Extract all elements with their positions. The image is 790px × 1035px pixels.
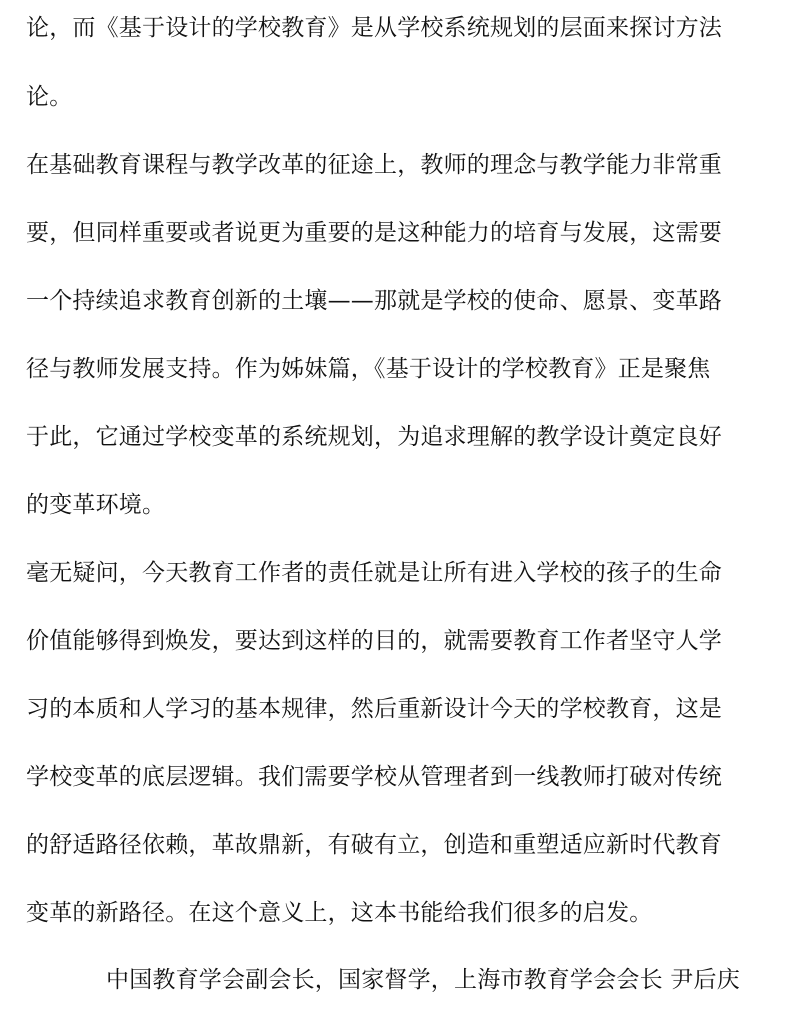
text-line: 的舒适路径依赖，革故鼎新，有破有立，创造和重塑适应新时代教育	[26, 832, 722, 858]
text-line: 于此，它通过学校变革的系统规划，为追求理解的教学设计奠定良好	[26, 424, 722, 450]
text-line: 要，但同样重要或者说更为重要的是这种能力的培育与发展，这需要	[26, 220, 722, 246]
text-line: 毫无疑问，今天教育工作者的责任就是让所有进入学校的孩子的生命	[26, 560, 722, 586]
text-line: 变革的新路径。在这个意义上，这本书能给我们很多的启发。	[26, 900, 653, 926]
text-line: 一个持续追求教育创新的土壤——那就是学校的使命、愿景、变革路	[26, 288, 722, 314]
text-line: 习的本质和人学习的基本规律，然后重新设计今天的学校教育，这是	[26, 696, 722, 722]
text-line: 的变革环境。	[26, 492, 166, 518]
text-line: 学校变革的底层逻辑。我们需要学校从管理者到一线教师打破对传统	[26, 764, 722, 790]
text-line: 在基础教育课程与教学改革的征途上，教师的理念与教学能力非常重	[26, 152, 722, 178]
text-line: 价值能够得到焕发，要达到这样的目的，就需要教育工作者坚守人学	[26, 628, 722, 654]
text-line: 径与教师发展支持。作为姊妹篇，《基于设计的学校教育》正是聚焦	[26, 356, 711, 382]
author-signature: 中国教育学会副会长，国家督学，上海市教育学会会长 尹后庆	[106, 967, 740, 993]
text-line: 论，而《基于设计的学校教育》是从学校系统规划的层面来探讨方法	[26, 15, 722, 41]
text-line: 论。	[26, 84, 73, 110]
